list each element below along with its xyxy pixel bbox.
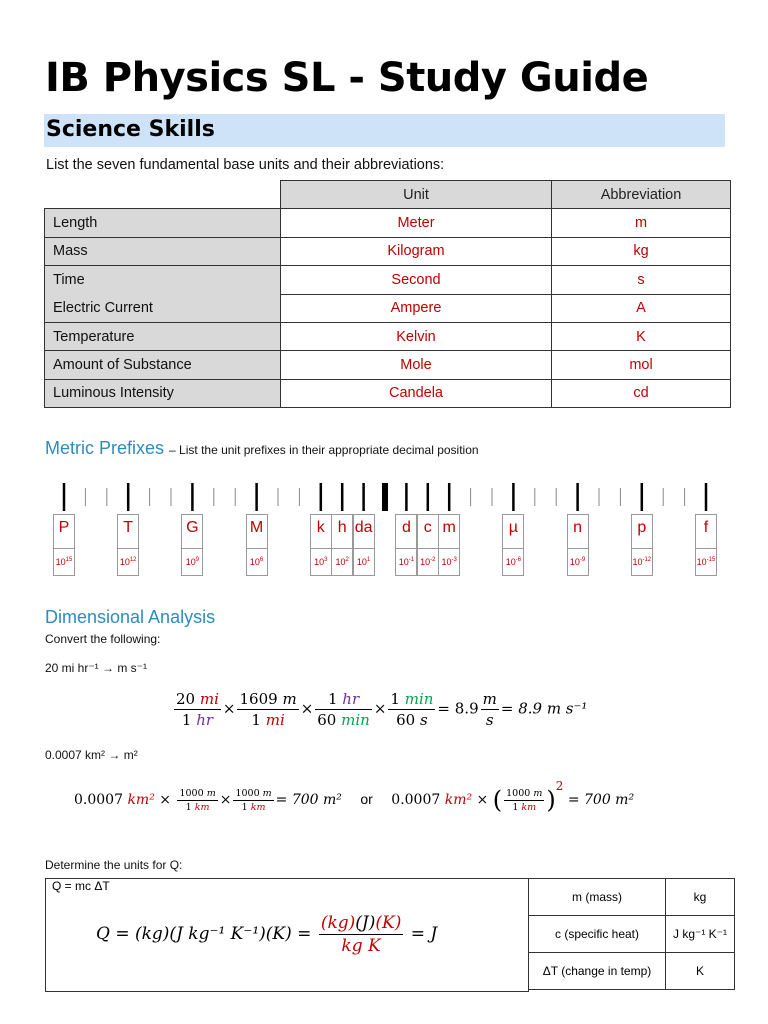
prefix-symbol: h xyxy=(337,519,347,536)
formula-label: Q = mc ΔT xyxy=(52,879,110,893)
units-q-instruction: Determine the units for Q: xyxy=(45,858,183,872)
table-row xyxy=(45,351,731,379)
conversion-equation-1: $\frac{20 mi}{1 hr}$ × $\frac{1609 m}{1 mi}$ × $\frac{1 hr}{60 \min}$ × $\frac{1 \min}{60 s}$ = 8.9 $\frac{m}{s}$ = 8.9 m s⁻¹ xyxy=(176,690,588,729)
variables-table xyxy=(528,878,735,990)
variable-unit: kg xyxy=(666,879,735,916)
prefix-box-1 xyxy=(53,514,75,576)
table-row xyxy=(45,322,731,350)
variable-unit: J kg⁻¹ K⁻¹ xyxy=(666,916,735,953)
base-units-instruction: List the seven fundamental base units and their abbreviations: xyxy=(46,157,445,173)
prefix-power: $10^{-9}$ xyxy=(568,548,588,567)
table-row xyxy=(529,879,735,916)
prefix-box-14 xyxy=(695,514,717,576)
abbr-cell: s xyxy=(552,266,731,294)
problem-2: 0.0007 km² → m² xyxy=(45,748,138,762)
quantity-cell: Electric Current xyxy=(45,294,281,322)
prefix-power: $10^{-6}$ xyxy=(503,548,523,567)
section-header xyxy=(44,114,725,147)
prefix-box-9 xyxy=(417,514,439,576)
table-row xyxy=(529,916,735,953)
fraction: $\frac{20 mi}{1 hr}$ xyxy=(176,690,219,729)
prefix-power: $10^{-2}$ xyxy=(418,548,438,567)
prefix-symbol: n xyxy=(573,519,583,536)
unit-cell: Mole xyxy=(281,351,552,379)
fraction: $\frac{1609 m}{1 mi}$ xyxy=(239,690,297,729)
metric-prefixes-title: Metric Prefixes xyxy=(45,438,165,458)
prefix-symbol: f xyxy=(703,519,709,536)
quantity-cell: Amount of Substance xyxy=(45,351,281,379)
abbr-cell: K xyxy=(552,322,731,350)
decimal-ruler xyxy=(40,478,730,518)
unit-cell: Kilogram xyxy=(281,237,552,265)
units-q-equation: Q = (kg)(J kg⁻¹ K⁻¹)(K) = $\frac{(kg)(J)(K)}{\text{kg K}}$ = J xyxy=(96,913,438,956)
prefix-power: $10^{-15}$ xyxy=(696,548,716,567)
prefix-power: $10^{12}$ xyxy=(118,548,138,567)
dimensional-analysis-heading: Dimensional Analysis xyxy=(45,607,216,627)
base-units-table xyxy=(44,180,731,408)
table-row xyxy=(529,953,735,990)
table-row xyxy=(45,379,731,407)
fraction: $\frac{m}{s}$ xyxy=(482,690,497,729)
quantity-cell: Length xyxy=(45,209,281,237)
prefix-symbol: k xyxy=(316,519,325,536)
table-row xyxy=(45,266,731,294)
table-row xyxy=(45,294,731,322)
quantity-cell: Mass xyxy=(45,237,281,265)
prefix-symbol: M xyxy=(249,519,264,536)
prefix-symbol: da xyxy=(354,519,373,536)
prefix-power: $10^{15}$ xyxy=(54,548,74,567)
table-row xyxy=(45,237,731,265)
fraction: $\frac{(kg)(J)(K)}{\text{kg K}}$ xyxy=(320,913,402,956)
units-q-box xyxy=(45,878,529,992)
prefix-symbol: G xyxy=(186,519,199,536)
prefix-symbol: m xyxy=(442,519,456,536)
prefix-box-7 xyxy=(353,514,375,576)
header-abbreviation: Abbreviation xyxy=(552,181,731,209)
metric-prefixes-heading xyxy=(45,438,479,459)
prefix-box-6 xyxy=(331,514,353,576)
metric-prefixes-note: – List the unit prefixes in their appropriate decimal position xyxy=(169,443,479,457)
prefix-box-8 xyxy=(395,514,417,576)
prefix-symbol: µ xyxy=(508,519,518,536)
prefix-box-5 xyxy=(310,514,332,576)
prefix-power: $10^6$ xyxy=(247,548,267,567)
prefix-power: $10^1$ xyxy=(354,548,374,567)
unit-cell: Ampere xyxy=(281,294,552,322)
fraction: $\frac{1 hr}{60 \min}$ xyxy=(317,690,370,729)
table-row xyxy=(45,209,731,237)
unit-cell: Meter xyxy=(281,209,552,237)
abbr-cell: m xyxy=(552,209,731,237)
quantity-cell: Luminous Intensity xyxy=(45,379,281,407)
prefix-power: $10^{-1}$ xyxy=(396,548,416,567)
prefix-power: $10^3$ xyxy=(311,548,331,567)
prefix-power: $10^{-3}$ xyxy=(439,548,459,567)
convert-instruction: Convert the following: xyxy=(45,632,161,646)
prefix-power: $10^2$ xyxy=(332,548,352,567)
fraction: $\frac{1000 m}{1 km}$ xyxy=(235,787,272,813)
prefix-power: $10^9$ xyxy=(182,548,202,567)
prefix-symbol: d xyxy=(401,519,411,536)
prefix-box-12 xyxy=(567,514,589,576)
abbr-cell: mol xyxy=(552,351,731,379)
prefix-box-10 xyxy=(438,514,460,576)
variable-unit: K xyxy=(666,953,735,990)
prefix-symbol: p xyxy=(637,519,647,536)
section-title: Science Skills xyxy=(46,117,215,142)
unit-cell: Candela xyxy=(281,379,552,407)
header-unit: Unit xyxy=(281,181,552,209)
conversion-equation-2: 0.0007 km² × $\frac{1000 m}{1 km}$ × $\frac{1000 m}{1 km}$ = 700 m² or 0.0007 km² × ( $\frac{1000 m}{1 km}$ )$^2$ = 700 m² xyxy=(74,779,635,814)
prefix-symbol: c xyxy=(423,519,432,536)
unit-cell: Kelvin xyxy=(281,322,552,350)
ruler-ticks xyxy=(64,483,706,511)
unit-cell: Second xyxy=(281,266,552,294)
abbr-cell: A xyxy=(552,294,731,322)
abbr-cell: cd xyxy=(552,379,731,407)
page-title: IB Physics SL - Study Guide xyxy=(45,55,649,101)
prefix-symbol: T xyxy=(123,519,134,536)
prefix-box-13 xyxy=(631,514,653,576)
prefix-symbol: P xyxy=(58,519,70,536)
variable-name: m (mass) xyxy=(529,879,666,916)
fraction: $\frac{1 \min}{60 s}$ xyxy=(390,690,434,729)
fraction: $\frac{1000 m}{1 km}$ xyxy=(506,787,543,813)
abbr-cell: kg xyxy=(552,237,731,265)
prefix-box-3 xyxy=(181,514,203,576)
prefix-box-2 xyxy=(117,514,139,576)
or-label: or xyxy=(360,791,373,807)
quantity-cell: Temperature xyxy=(45,322,281,350)
variable-name: c (specific heat) xyxy=(529,916,666,953)
prefix-box-11 xyxy=(502,514,524,576)
problem-1: 20 mi hr⁻¹ → m s⁻¹ xyxy=(45,661,148,675)
fraction: $\frac{1000 m}{1 km}$ xyxy=(179,787,216,813)
quantity-cell: Time xyxy=(45,266,281,294)
prefix-box-4 xyxy=(246,514,268,576)
variable-name: ΔT (change in temp) xyxy=(529,953,666,990)
table-header-row xyxy=(45,181,731,209)
prefix-power: $10^{-12}$ xyxy=(632,548,652,567)
